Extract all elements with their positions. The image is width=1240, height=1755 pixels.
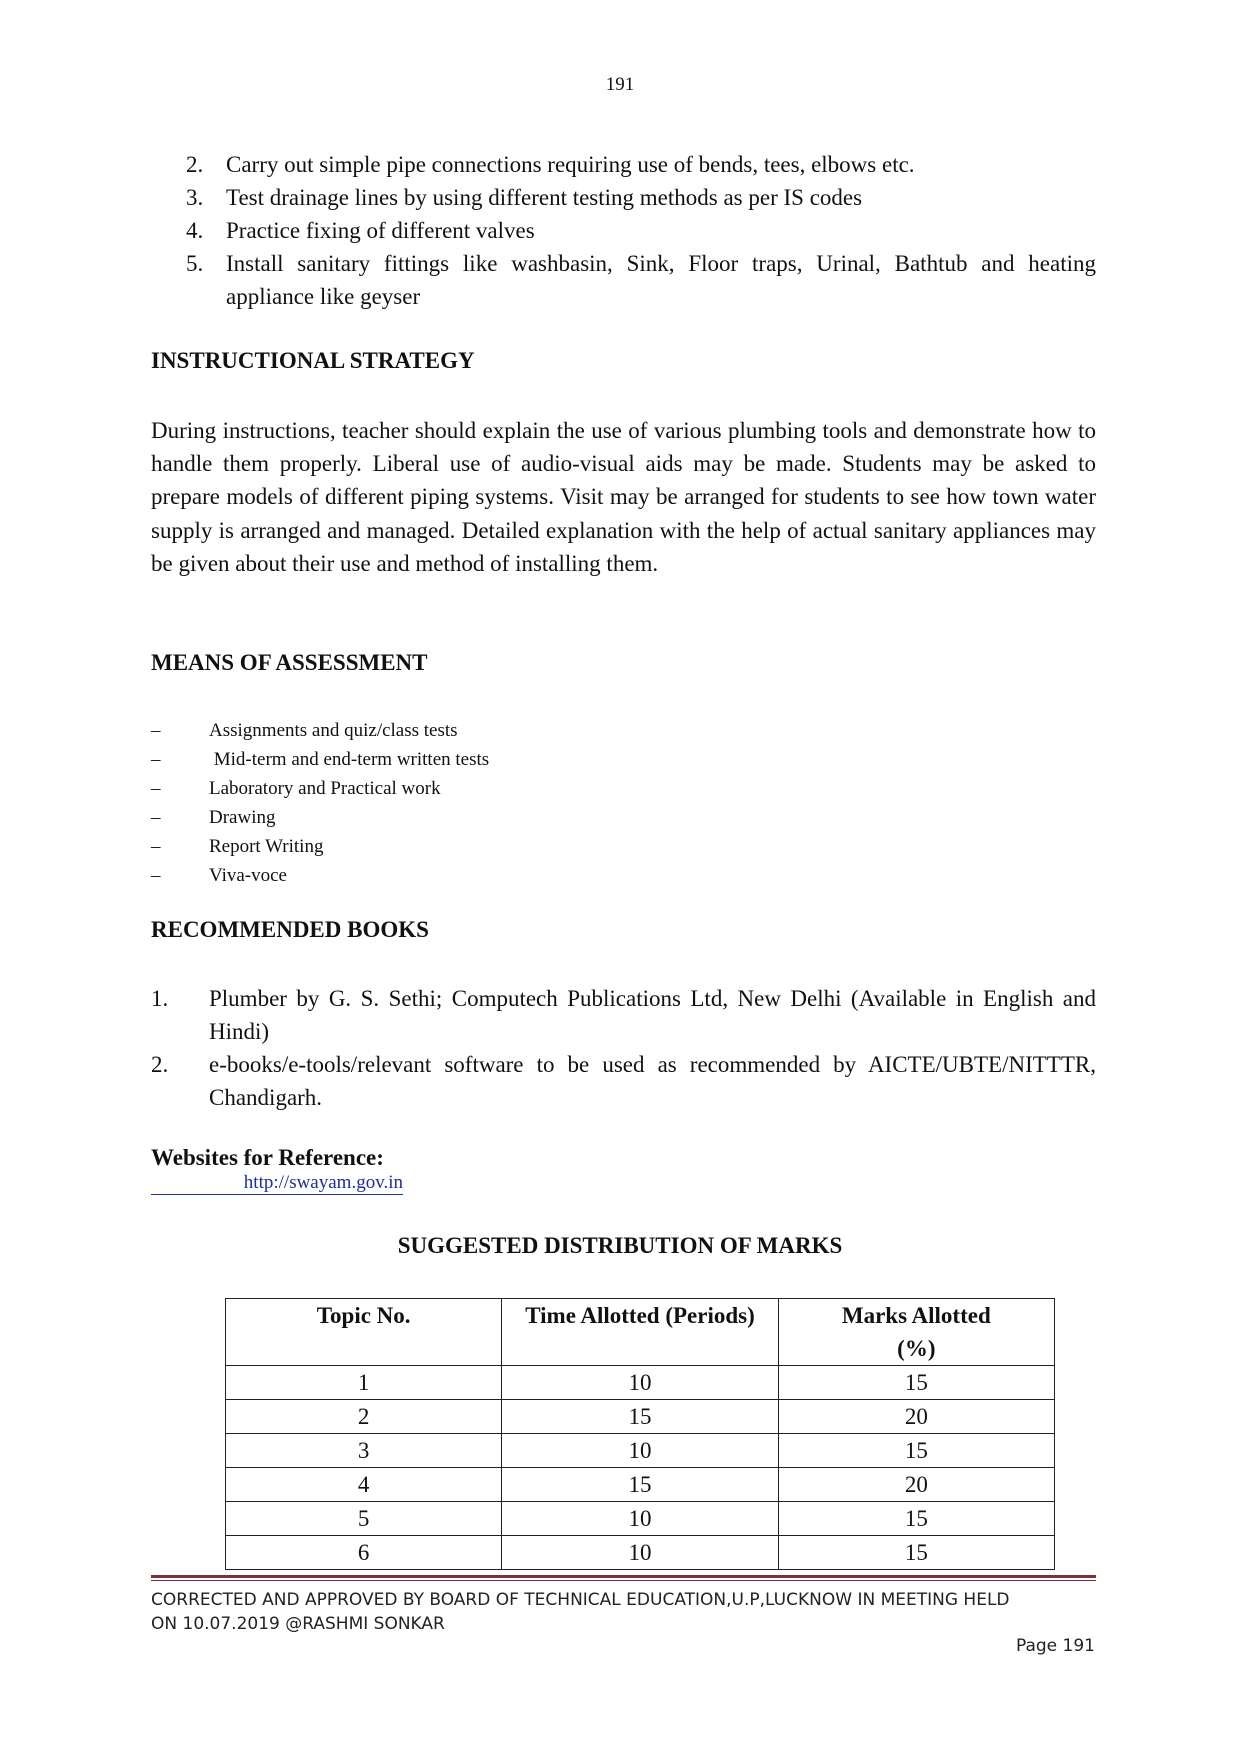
practicals-list — [186, 148, 1096, 313]
table-row — [226, 1536, 1055, 1570]
list-item — [151, 774, 751, 803]
list-item-number: 4. — [186, 218, 204, 243]
list-item-text: Mid-term and end-term written tests — [209, 749, 490, 770]
list-item-text: Laboratory and Practical work — [209, 778, 441, 799]
website-link[interactable]: http://swayam.gov.in — [151, 1172, 403, 1195]
footer-divider — [151, 1575, 1096, 1578]
footer-line: CORRECTED AND APPROVED BY BOARD OF TECHNICAL EDUCATION,U.P,LUCKNOW IN MEETING HELD — [151, 1590, 1010, 1610]
list-item-text: Plumber by G. S. Sethi; Computech Publications Ltd, New Delhi (Available in English and Hindi) — [209, 986, 1096, 1044]
list-item-number: 1. — [151, 986, 169, 1011]
dash-bullet: – — [151, 865, 161, 886]
table-cell: 10 — [502, 1366, 778, 1400]
footer-text — [151, 1588, 1101, 1636]
list-item — [151, 861, 751, 890]
books-heading: RECOMMENDED BOOKS — [151, 917, 429, 942]
table-row — [226, 1468, 1055, 1502]
table-cell: 20 — [778, 1400, 1054, 1434]
column-header: Time Allotted (Periods) — [502, 1299, 778, 1366]
table-cell: 15 — [778, 1536, 1054, 1570]
table-cell: 1 — [226, 1366, 502, 1400]
list-item-text: Drawing — [209, 807, 276, 828]
list-item — [186, 247, 1096, 313]
list-item — [151, 716, 751, 745]
list-item-text: Test drainage lines by using different testing methods as per IS codes — [226, 185, 863, 210]
list-item — [186, 148, 1096, 181]
table-cell: 2 — [226, 1400, 502, 1434]
table-cell: 15 — [778, 1434, 1054, 1468]
list-item-number: 5. — [186, 251, 204, 276]
table-cell: 10 — [502, 1536, 778, 1570]
dash-bullet: – — [151, 749, 161, 770]
dash-bullet: – — [151, 720, 161, 741]
table-cell: 5 — [226, 1502, 502, 1536]
list-item-text: Assignments and quiz/class tests — [209, 720, 458, 741]
list-item — [151, 803, 751, 832]
table-cell: 6 — [226, 1536, 502, 1570]
list-item-number: 3. — [186, 185, 204, 210]
list-item-text: Viva-voce — [209, 865, 287, 886]
dash-bullet: – — [151, 836, 161, 857]
table-cell: 3 — [226, 1434, 502, 1468]
assessment-heading: MEANS OF ASSESSMENT — [151, 650, 428, 675]
list-item-text: Report Writing — [209, 836, 324, 857]
list-item-text: Install sanitary fittings like washbasin, Sink, Floor traps, Urinal, Bathtub and heating appliance like geyser — [226, 251, 1096, 309]
books-list — [151, 982, 1096, 1114]
table-title: SUGGESTED DISTRIBUTION OF MARKS — [397, 1233, 843, 1258]
websites-heading: Websites for Reference: — [151, 1145, 384, 1170]
table-cell: 15 — [502, 1468, 778, 1502]
list-item-text: Carry out simple pipe connections requiring use of bends, tees, elbows etc. — [226, 152, 915, 177]
list-item — [186, 214, 1096, 247]
list-item — [151, 1048, 1096, 1114]
dash-bullet: – — [151, 778, 161, 799]
table-cell: 15 — [778, 1502, 1054, 1536]
marks-table — [225, 1298, 1055, 1570]
table-row — [226, 1434, 1055, 1468]
table-header-row — [226, 1299, 1055, 1366]
list-item — [151, 745, 751, 774]
footer-divider-thin — [151, 1580, 1096, 1581]
instructional-strategy-heading: INSTRUCTIONAL STRATEGY — [151, 348, 475, 373]
table-cell: 15 — [778, 1366, 1054, 1400]
table-row — [226, 1502, 1055, 1536]
dash-bullet: – — [151, 807, 161, 828]
list-item — [151, 832, 751, 861]
column-header: Marks Allotted (%) — [778, 1299, 1054, 1366]
table-cell: 15 — [502, 1400, 778, 1434]
table-cell: 20 — [778, 1468, 1054, 1502]
footer-line: ON 10.07.2019 @RASHMI SONKAR — [151, 1614, 445, 1634]
list-item-text: Practice fixing of different valves — [226, 218, 535, 243]
list-item — [186, 181, 1096, 214]
table-row — [226, 1400, 1055, 1434]
table-cell: 10 — [502, 1434, 778, 1468]
table-cell: 4 — [226, 1468, 502, 1502]
instructional-strategy-text: During instructions, teacher should explain the use of various plumbing tools and demonstrate how to handle them properly. Liberal use of audio-visual aids may be made. Students may be asked to prepare models of different piping systems. Visit may be arranged for students to see how town water supply is arranged and managed. Detailed explanation with the help of actual sanitary appliances may be given about their use and method of installing them. — [151, 418, 1096, 576]
list-item-number: 2. — [151, 1052, 169, 1077]
assessment-list — [151, 716, 751, 890]
footer-page-number: Page 191 — [1015, 1636, 1095, 1656]
list-item-number: 2. — [186, 152, 204, 177]
table-row — [226, 1366, 1055, 1400]
list-item — [151, 982, 1096, 1048]
list-item-text: e-books/e-tools/relevant software to be used as recommended by AICTE/UBTE/NITTTR, Chandigarh. — [209, 1052, 1096, 1110]
column-header: Topic No. — [226, 1299, 502, 1366]
page-number-top: 191 — [605, 74, 635, 95]
table-cell: 10 — [502, 1502, 778, 1536]
